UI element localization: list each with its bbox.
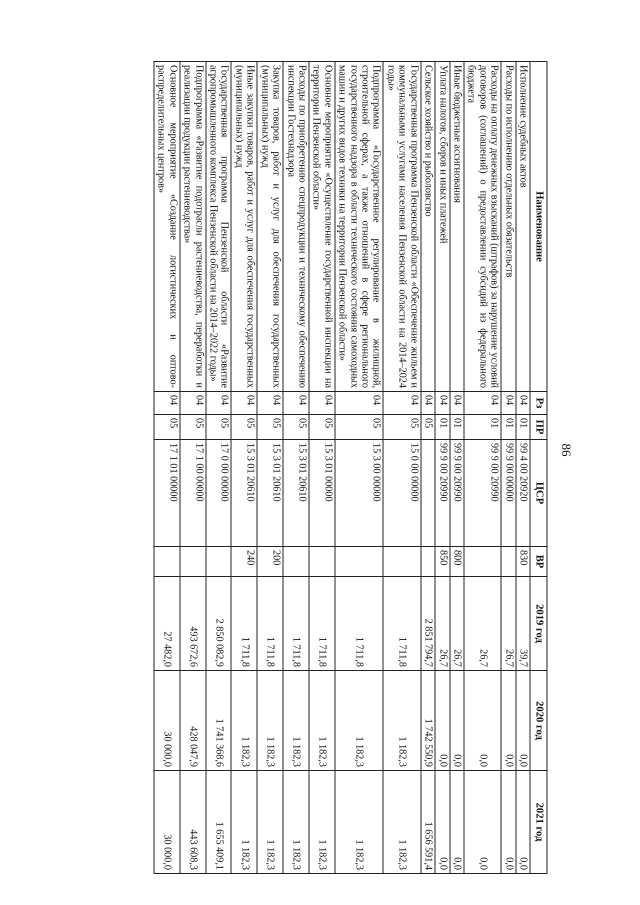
row-name: Уплата налогов, сборов и иных платежей (435, 62, 449, 392)
row-pr: 05 (421, 415, 435, 440)
table-row (257, 62, 283, 874)
row-2020: 0,0 (435, 671, 449, 771)
table-row (450, 62, 464, 874)
row-csr: 17 1 00 00000 (180, 440, 206, 547)
row-2019: 1 711,8 (257, 577, 283, 671)
table-row (384, 62, 421, 874)
row-pr: 01 (435, 415, 449, 440)
row-2021: 1 182,3 (384, 771, 421, 874)
row-2020: 0,0 (516, 671, 530, 771)
row-2021: 0,0 (464, 771, 501, 874)
row-2019: 26,7 (450, 577, 464, 671)
row-2019: 1 711,8 (384, 577, 421, 671)
row-rz: 04 (384, 392, 421, 415)
row-name: Расходы по приобретению спецпродукции и техническому обеспечению инспекции Гостехнадзора (283, 62, 309, 392)
row-2021: 1 182,3 (309, 771, 335, 874)
row-name: Расходы по исполнению отдельных обязательств (501, 62, 515, 392)
row-2021: 1 182,3 (283, 771, 309, 874)
row-2020: 428 047,9 (180, 671, 206, 771)
row-pr: 05 (206, 415, 232, 440)
row-name: Основное мероприятие «Создание логистических и оптово-распределительных центров» (154, 62, 180, 392)
row-2019: 1 711,8 (335, 577, 384, 671)
row-name: Закупка товаров, работ и услуг для обеспечения государственных (муниципальных) нужд (257, 62, 283, 392)
row-vr (180, 547, 206, 577)
row-2019: 2 851 794,7 (421, 577, 435, 671)
row-rz: 04 (335, 392, 384, 415)
row-rz: 04 (309, 392, 335, 415)
row-2019: 493 672,6 (180, 577, 206, 671)
row-csr: 15 3 01 00000 (309, 440, 335, 547)
row-2021: 0,0 (501, 771, 515, 874)
row-2019: 39,7 (516, 577, 530, 671)
row-2021: 1 182,3 (231, 771, 257, 874)
row-rz: 04 (421, 392, 435, 415)
row-name: Подпрограмма «Развитие подотрасли растениеводства, переработки и реализации продукции растениеводства» (180, 62, 206, 392)
header-csr: ЦСР (530, 440, 547, 547)
table-row (516, 62, 530, 874)
row-vr: 850 (435, 547, 449, 577)
row-csr: 15 3 01 20610 (257, 440, 283, 547)
table-row (206, 62, 232, 874)
row-name: Государственная программа Пензенской области «Развитие агропромышленного комплекса Пензенской области на 2014–2022 годы» (206, 62, 232, 392)
table-row (283, 62, 309, 874)
table-row (421, 62, 435, 874)
row-csr: 17 0 00 00000 (206, 440, 232, 547)
row-2019: 26,7 (501, 577, 515, 671)
row-name: Иные закупки товаров, работ и услуг для обеспечения государственных (муниципальных) нужд (231, 62, 257, 392)
row-2021: 30 000,0 (154, 771, 180, 874)
row-2021: 0,0 (516, 771, 530, 874)
row-2020: 1 741 368,6 (206, 671, 232, 771)
row-2021: 1 182,3 (257, 771, 283, 874)
row-csr: 99 9 00 20990 (464, 440, 501, 547)
row-rz: 04 (180, 392, 206, 415)
table-row (180, 62, 206, 874)
row-vr: 200 (257, 547, 283, 577)
row-2021: 0,0 (435, 771, 449, 874)
row-csr: 15 3 01 20610 (283, 440, 309, 547)
table-row (231, 62, 257, 874)
row-pr: 05 (180, 415, 206, 440)
row-2020: 1 182,3 (257, 671, 283, 771)
header-2019: 2019 год (530, 577, 547, 671)
row-csr: 15 3 00 00000 (335, 440, 384, 547)
row-2021: 443 608,3 (180, 771, 206, 874)
row-pr: 05 (154, 415, 180, 440)
table-row (435, 62, 449, 874)
table-row (501, 62, 515, 874)
row-2020: 1 182,3 (231, 671, 257, 771)
row-vr (421, 547, 435, 577)
row-2019: 27 482,0 (154, 577, 180, 671)
row-2021: 1 182,3 (335, 771, 384, 874)
row-pr: 01 (450, 415, 464, 440)
table-row (309, 62, 335, 874)
row-rz: 04 (206, 392, 232, 415)
header-vr: ВР (530, 547, 547, 577)
row-2019: 1 711,8 (283, 577, 309, 671)
budget-table (153, 61, 547, 874)
row-2019: 1 711,8 (309, 577, 335, 671)
row-rz: 04 (464, 392, 501, 415)
row-vr (309, 547, 335, 577)
row-csr: 99 9 00 20990 (435, 440, 449, 547)
row-rz: 04 (450, 392, 464, 415)
row-name: Сельское хозяйство и рыболовство (421, 62, 435, 392)
row-csr: 99 9 00 20990 (450, 440, 464, 547)
row-vr (154, 547, 180, 577)
row-vr (206, 547, 232, 577)
row-2019: 1 711,8 (231, 577, 257, 671)
row-rz: 04 (257, 392, 283, 415)
table-row (335, 62, 384, 874)
budget-table-container (83, 61, 548, 873)
page-number: 86 (559, 443, 574, 457)
row-name: Расходы на оплату денежных взысканий (штрафов) за нарушение условий договоров (соглашений) о предоставлении субсидий из федерального бюджета (464, 62, 501, 392)
row-vr (464, 547, 501, 577)
header-name: Наименование (530, 62, 547, 392)
row-2020: 0,0 (464, 671, 501, 771)
row-2020: 0,0 (501, 671, 515, 771)
row-pr: 05 (384, 415, 421, 440)
row-rz: 04 (231, 392, 257, 415)
table-row (154, 62, 180, 874)
row-2020: 1 182,3 (283, 671, 309, 771)
table-row (464, 62, 501, 874)
row-2019: 2 850 082,9 (206, 577, 232, 671)
row-2020: 0,0 (450, 671, 464, 771)
row-pr: 05 (283, 415, 309, 440)
header-2021: 2021 год (530, 771, 547, 874)
row-vr: 240 (231, 547, 257, 577)
table-header-row (530, 62, 547, 874)
row-pr: 01 (516, 415, 530, 440)
row-rz: 04 (283, 392, 309, 415)
row-csr: 15 0 00 00000 (384, 440, 421, 547)
row-pr: 05 (257, 415, 283, 440)
row-pr: 01 (501, 415, 515, 440)
header-2020: 2020 год (530, 671, 547, 771)
row-2019: 26,7 (435, 577, 449, 671)
row-2021: 1 656 591,4 (421, 771, 435, 874)
row-name: Основное мероприятие «Осуществление государственной инспекции на территории Пензенской области» (309, 62, 335, 392)
row-vr: 830 (516, 547, 530, 577)
row-rz: 04 (501, 392, 515, 415)
row-2019: 26,7 (464, 577, 501, 671)
row-csr (421, 440, 435, 547)
row-name: Иные бюджетные ассигнования (450, 62, 464, 392)
row-2020: 1 182,3 (335, 671, 384, 771)
row-2021: 0,0 (450, 771, 464, 874)
row-pr: 05 (231, 415, 257, 440)
row-name: Государственная программа Пензенской области «Обеспечение жильем и коммунальными услугами населения Пензенской области на 2014–2024 годы» (384, 62, 421, 392)
row-csr: 15 3 01 20610 (231, 440, 257, 547)
row-pr: 05 (309, 415, 335, 440)
row-csr: 99 9 00 00000 (501, 440, 515, 547)
row-csr: 17 1 01 00000 (154, 440, 180, 547)
row-rz: 04 (516, 392, 530, 415)
row-rz: 04 (435, 392, 449, 415)
row-2021: 1 655 409,1 (206, 771, 232, 874)
row-2020: 1 742 550,9 (421, 671, 435, 771)
row-vr (335, 547, 384, 577)
row-2020: 1 182,3 (309, 671, 335, 771)
row-vr (501, 547, 515, 577)
header-rz: Рз (530, 392, 547, 415)
row-csr: 99 4 00 20920 (516, 440, 530, 547)
header-pr: ПР (530, 415, 547, 440)
row-pr: 05 (335, 415, 384, 440)
row-2020: 1 182,3 (384, 671, 421, 771)
row-vr: 800 (450, 547, 464, 577)
row-pr: 01 (464, 415, 501, 440)
row-name: Исполнение судебных актов (516, 62, 530, 392)
row-name: Подпрограмма «Государственное регулирование в жилищной, строительной сферах, а также отношений в сфере регионального государственного надзора в области технического состояния самоходных машин и других видов техники на территории Пензенской области» (335, 62, 384, 392)
row-vr (283, 547, 309, 577)
row-rz: 04 (154, 392, 180, 415)
row-2020: 30 000,0 (154, 671, 180, 771)
row-vr (384, 547, 421, 577)
